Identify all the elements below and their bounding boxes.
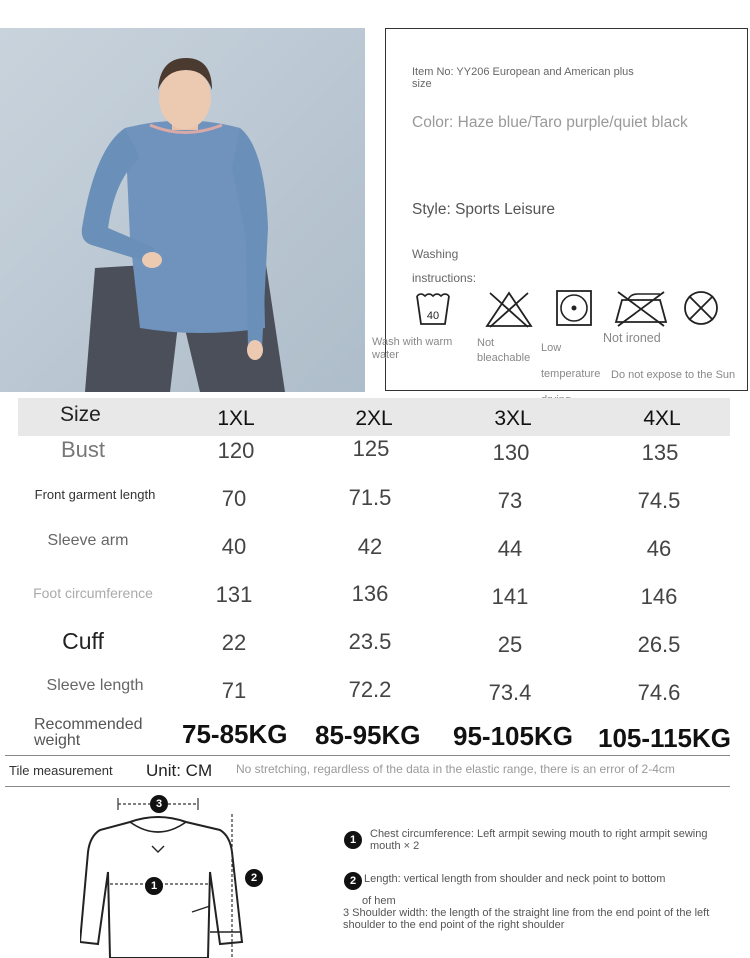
legend-chest: Chest circumference: Left armpit sewing mouth to right armpit sewing mouth × 2 xyxy=(370,828,708,852)
item-number: Item No: YY206 European and American plus size xyxy=(412,66,634,90)
legend-length: Length: vertical length from shoulder and neck point to bottom xyxy=(364,873,666,885)
care-label-bleach: Not bleachable xyxy=(477,337,531,364)
bust-4xl: 135 xyxy=(641,440,679,465)
care-label-wash: Wash with warm water xyxy=(372,336,453,361)
cuff-2xl: 23.5 xyxy=(348,629,392,654)
size-2xl: 2XL xyxy=(355,407,393,430)
sleeve-length-2xl: 72.2 xyxy=(348,677,392,702)
sleeve-length-3xl: 73.4 xyxy=(488,680,532,705)
care-label-sun: Do not expose to the Sun xyxy=(611,369,736,381)
tumble-dry-low-icon xyxy=(555,289,593,327)
sleeve-arm-1xl: 40 xyxy=(221,534,247,559)
sleeve-arm-2xl: 42 xyxy=(357,534,383,559)
cuff-1xl: 22 xyxy=(221,630,247,655)
size-4xl: 4XL xyxy=(643,407,681,430)
legend-marker-1: 1 xyxy=(344,831,362,849)
size-1xl: 1XL xyxy=(217,407,255,430)
sleeve-length-4xl: 74.6 xyxy=(637,680,681,705)
marker-1: 1 xyxy=(145,877,163,895)
tile-measurement-label: Tile measurement xyxy=(9,763,113,778)
cuff-3xl: 25 xyxy=(497,632,523,657)
marker-2: 2 xyxy=(245,869,263,887)
instructions-label: instructions: xyxy=(412,271,477,285)
bust-1xl: 120 xyxy=(217,438,255,463)
style-text: Style: Sports Leisure xyxy=(412,201,556,218)
row-label-sleeve-length: Sleeve length xyxy=(46,677,144,694)
divider-bottom xyxy=(5,786,730,787)
foot-circ-3xl: 141 xyxy=(491,584,529,609)
sleeve-arm-3xl: 44 xyxy=(497,536,523,561)
wash-40-icon xyxy=(414,290,452,328)
weight-2xl: 85-95KG xyxy=(315,720,421,750)
divider-top xyxy=(5,755,730,756)
row-label-sleeve-arm: Sleeve arm xyxy=(47,532,129,549)
care-label-dry: Low temperature xyxy=(541,342,601,380)
front-length-2xl: 71.5 xyxy=(348,485,392,510)
washing-label: Washing xyxy=(412,247,459,261)
legend-length-cont: of hem xyxy=(362,895,396,907)
row-label-recommended-weight: Recommended weight xyxy=(34,716,143,749)
weight-1xl: 75-85KG xyxy=(182,719,288,749)
product-photo xyxy=(0,28,365,392)
care-label-iron: Not ironed xyxy=(603,331,661,345)
row-label-front-length: Front garment length xyxy=(34,487,156,502)
size-3xl: 3XL xyxy=(494,407,532,430)
color-text: Color: Haze blue/Taro purple/quiet black xyxy=(412,114,688,131)
sleeve-length-1xl: 71 xyxy=(221,678,247,703)
front-length-4xl: 74.5 xyxy=(637,488,681,513)
stretch-note: No stretching, regardless of the data in the elastic range, there is an error of 2-4cm xyxy=(236,762,675,776)
weight-3xl: 95-105KG xyxy=(453,721,573,751)
no-sun-icon xyxy=(682,289,720,327)
front-length-1xl: 70 xyxy=(221,486,247,511)
legend-marker-2: 2 xyxy=(344,872,362,890)
front-length-3xl: 73 xyxy=(497,488,523,513)
no-bleach-icon xyxy=(484,290,534,328)
legend-shoulder: 3 Shoulder width: the length of the straight line from the end point of the left shoulder to the end point of the right shoulder xyxy=(343,907,710,931)
unit-label: Unit: CM xyxy=(146,761,213,780)
size-header-label: Size xyxy=(60,403,101,426)
sleeve-arm-4xl: 46 xyxy=(646,536,672,561)
bust-2xl: 125 xyxy=(352,436,390,461)
row-label-cuff: Cuff xyxy=(62,628,104,654)
cuff-4xl: 26.5 xyxy=(637,632,681,657)
weight-4xl: 105-115KG xyxy=(598,723,731,753)
row-label-foot-circumference: Foot circumference xyxy=(33,585,153,601)
bust-3xl: 130 xyxy=(492,440,530,465)
row-label-bust: Bust xyxy=(60,437,106,462)
svg-text:40: 40 xyxy=(426,310,440,322)
foot-circ-4xl: 146 xyxy=(640,584,678,609)
foot-circ-1xl: 131 xyxy=(215,582,253,607)
no-iron-icon xyxy=(612,290,670,328)
foot-circ-2xl: 136 xyxy=(351,581,389,606)
marker-3: 3 xyxy=(150,795,168,813)
